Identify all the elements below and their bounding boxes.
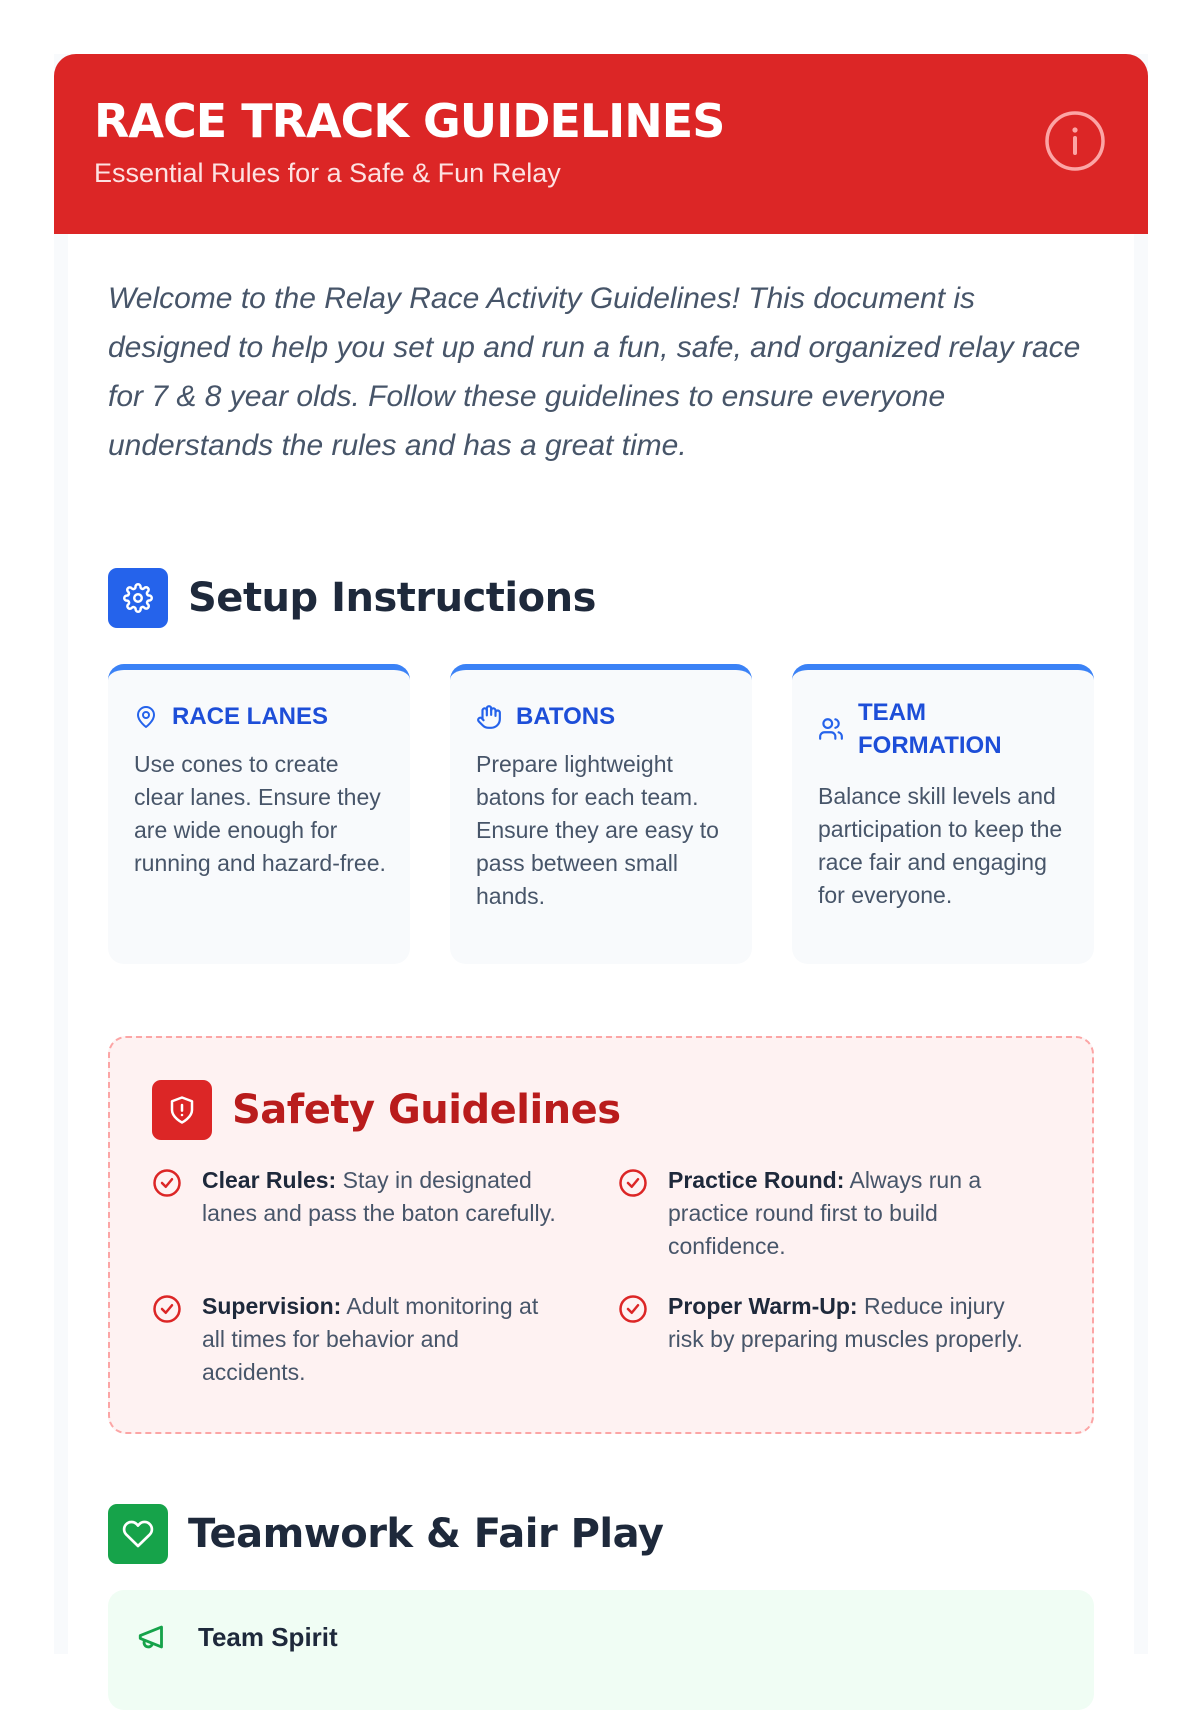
heart-icon [108,1504,168,1564]
teamwork-section-header [108,1504,663,1564]
safety-item [152,1164,562,1230]
card-title: BATONS [516,703,616,730]
safety-title: Safety Guidelines [232,1087,621,1133]
safety-item [152,1290,562,1389]
users-icon [818,716,844,742]
intro-paragraph: Welcome to the Relay Race Activity Guidelines! This document is designed to help you set up and run a fun, safe, and organized relay race for 7 & 8 year olds. Follow these guidelines to ensure everyone understands the rules and has a great time. [108,282,1081,462]
safety-item-label: Clear Rules: [202,1167,337,1193]
safety-item-text: Always run a practice round first to build confidence. [668,1167,982,1259]
shield-icon [152,1080,212,1140]
guidelines-page [54,54,1148,1654]
card-batons [450,664,752,964]
check-circle-icon [618,1294,648,1324]
card-text: Prepare lightweight batons for each team. Ensure they are easy to pass between small hands. [476,751,719,909]
card-team-formation [792,664,1094,964]
card-text: Balance skill levels and participation to keep the race fair and engaging for everyone. [818,783,1063,908]
safety-item-text: Adult monitoring at all times for behavior and accidents. [202,1293,539,1385]
safety-item-label: Supervision: [202,1293,342,1319]
page-subtitle: Essential Rules for a Safe & Fun Relay [94,158,561,188]
safety-item-text: Reduce injury risk by preparing muscles properly. [668,1293,1023,1352]
info-circle-icon[interactable] [1044,110,1106,172]
teamwork-title: Teamwork & Fair Play [188,1511,664,1557]
team-spirit-title: Team Spirit [198,1621,338,1652]
safety-item [618,1290,1028,1356]
setup-section-header [108,568,596,628]
setup-title: Setup Instructions [188,575,596,621]
safety-section [108,1036,1094,1434]
check-circle-icon [152,1168,182,1198]
content-panel [68,234,1134,1654]
safety-item-text: Stay in designated lanes and pass the baton carefully. [202,1167,556,1226]
safety-section-header [152,1080,621,1140]
megaphone-icon [136,1620,170,1654]
safety-item [618,1164,1028,1263]
card-title: RACE LANES [172,703,329,730]
page-title: RACE TRACK GUIDELINES [94,94,725,148]
team-spirit-item [136,1620,338,1654]
card-text: Use cones to create clear lanes. Ensure they are wide enough for running and hazard-free. [134,751,386,876]
teamwork-card [108,1590,1094,1710]
gear-icon [108,568,168,628]
hand-icon [476,704,502,730]
card-title: TEAM FORMATION [858,699,1002,759]
header-banner [54,54,1148,234]
safety-item-label: Proper Warm-Up: [668,1293,858,1319]
map-pin-icon [134,705,158,729]
check-circle-icon [618,1168,648,1198]
safety-item-label: Practice Round: [668,1167,845,1193]
check-circle-icon [152,1294,182,1324]
card-race-lanes [108,664,410,964]
